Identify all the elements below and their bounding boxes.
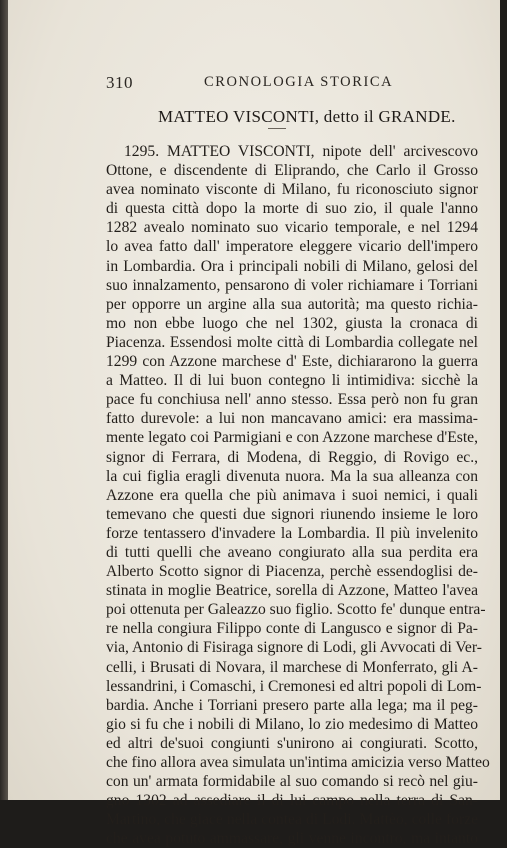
text-line: via, Antonio di Fisiraga signore di Lodi, gli Avvocati di Ver- — [106, 639, 482, 657]
text-line: Alberto Scotto signor di Piacenza, perchè essendoglisi de- — [106, 563, 478, 581]
text-line: avea nominato visconte di Milano, fu riconosciuto signor — [106, 181, 478, 199]
book-gutter — [0, 0, 8, 800]
text-line: 1299 con Azzone marchese d' Este, dichiararono la guerra — [106, 353, 478, 371]
text-line: di tutti quelli che aveano congiurato alla sua perdita era — [106, 543, 478, 561]
text-line: forze tentassero d'invadere la Lombardia. Il più invelenito — [106, 524, 478, 542]
page-header — [106, 73, 468, 93]
text-line: 1282 avealo nominato suo vicario temporale, e nel 1294 — [106, 219, 478, 237]
text-line: la cui figlia eragli divenuta nuora. Ma la sua alleanza con — [106, 467, 478, 485]
text-line: gno 1302 ad assediare il di lui campo nella terra di San- — [106, 792, 478, 810]
text-line: Martino, che giace nella contea di Lodi. Mattèo, colle forze — [106, 811, 478, 829]
text-line: che avea potuto ammassare, gli venne incontro, ma intanto — [106, 830, 478, 848]
text-line: fatto durevole: a lui non mancavano amici: era massima- — [106, 410, 478, 428]
text-line: Azzone era quella che più animava i suoi nemici, i quali — [106, 486, 478, 504]
text-line: re nella congiura Filippo conte di Langusco e signor di Pa- — [106, 620, 478, 638]
text-line: lo avea fatto dall' imperatore eleggere vicario dell'impero — [106, 238, 478, 256]
text-line: temevano che questi due signori riunendo insieme le loro — [106, 505, 478, 523]
book-page — [8, 0, 500, 848]
text-line: 1295. MATTEO VISCONTI, nipote dell' arcivescovo — [124, 143, 478, 160]
text-line: celli, i Brusati di Novara, il marchese di Monferrato, gli A- — [106, 658, 478, 676]
body-text — [106, 142, 490, 848]
title-rule — [268, 128, 286, 129]
text-line: gio si fu che i nobili di Milano, lo zio medesimo di Matteo — [106, 715, 478, 733]
text-line: a Matteo. Il di lui buon contegno li intimidiva: sicchè la — [106, 372, 478, 390]
text-line: di questa città dopo la morte di suo zio, il quale l'anno — [106, 200, 478, 218]
text-line: mo non ebbe luogo che nel 1302, giusta la cronaca di — [106, 314, 478, 332]
text-line: in Lombardia. Ora i principali nobili di Milano, gelosi del — [106, 257, 478, 275]
text-line: Piacenza. Essendosi molte città di Lombardia collegate nel — [106, 333, 478, 351]
section-title: MATTEO VISCONTI, detto il GRANDE. — [158, 107, 456, 126]
text-line: lessandrini, i Comaschi, i Cremonesi ed altri popoli di Lom- — [106, 677, 482, 695]
page-number: 310 — [106, 73, 133, 92]
text-line: poi ottenuta per Galeazzo suo figlio. Scotto fe' dunque entra- — [106, 601, 486, 619]
text-line: che fino allora avea simulata un'intima amicizia verso Matteo — [106, 754, 490, 771]
text-line: stinata in moglie Beatrice, sorella di Azzone, Matteo l'avea — [106, 582, 478, 600]
text-line: mente legato coi Parmigiani e con Azzone marchese d'Este, — [106, 429, 478, 447]
text-line: pace fu conchiusa nell' anno stesso. Essa però non fu gran — [106, 391, 478, 409]
text-line: con un' armata formidabile al suo comando si recò nel giu- — [106, 773, 478, 791]
text-line: suo innalzamento, pensarono di voler richiamare i Torriani — [106, 276, 478, 294]
running-head: CRONOLOGIA STORICA — [204, 74, 394, 90]
text-line: bardia. Anche i Torriani presero parte alla lega; ma il peg- — [106, 696, 478, 714]
text-line: ed altri de'suoi congiunti s'unirono ai congiurati. Scotto, — [106, 734, 478, 752]
text-line: signor di Ferrara, di Modena, di Reggio, di Rovigo ec., — [106, 448, 478, 466]
text-line: Ottone, e discendente di Eliprando, che Carlo il Grosso — [106, 162, 478, 180]
text-line: per opporre un argine alla sua autorità; ma questo richia- — [106, 295, 478, 313]
